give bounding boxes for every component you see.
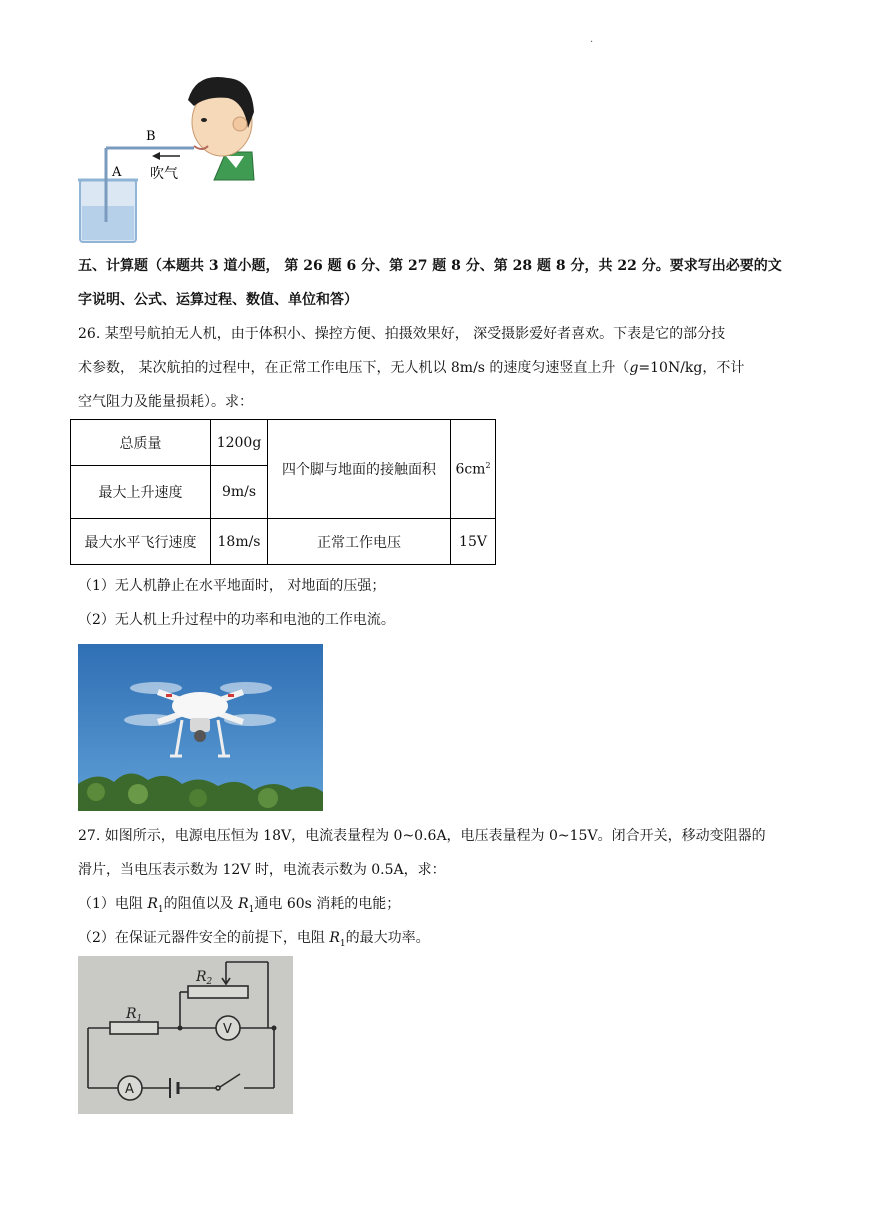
max-h-speed-value: 18m/s <box>211 519 268 565</box>
q26-line2-b: =10N/kg，不计 <box>638 360 745 376</box>
q27-sub1-r2: R <box>238 896 249 912</box>
q27-sub2 <box>78 928 430 954</box>
q27-sub1-sub2: 1 <box>248 904 255 915</box>
label-blow: 吹气 <box>150 166 178 182</box>
q26-line2-g: g <box>629 360 639 376</box>
r1-sub: 1 <box>136 1014 143 1024</box>
q27-line2: 滑片，当电压表示数为 12V 时，电流表示数为 0.5A，求： <box>78 862 446 878</box>
r1-label: R <box>126 1006 137 1022</box>
contact-area-label: 四个脚与地面的接触面积 <box>268 420 451 519</box>
q27-sub1-a: （1）电阻 <box>78 896 148 912</box>
max-up-speed-label: 最大上升速度 <box>71 466 211 519</box>
voltage-label: 正常工作电压 <box>268 519 451 565</box>
max-up-speed-value: 9m/s <box>211 466 268 519</box>
drone-photo <box>78 644 323 811</box>
blowing-straw-figure <box>76 72 258 244</box>
contact-area-sup: 2 <box>485 460 491 470</box>
section5-line2: 字说明、公式、运算过程、数值、单位和答） <box>78 292 358 308</box>
q27-sub2-b: 的最大功率。 <box>345 930 430 946</box>
voltmeter-label: V <box>223 1022 232 1037</box>
q26-line2 <box>78 358 744 378</box>
header-dot: . <box>590 34 594 45</box>
voltage-value: 15V <box>451 519 496 565</box>
section5-line1: 五、计算题（本题共 3 道小题， 第 26 题 6 分、第 27 题 8 分、第 28 题 8 分，共 22 分。要求写出必要的文 <box>78 258 782 274</box>
r2-label: R <box>196 969 207 985</box>
total-mass-value: 1200g <box>211 420 268 466</box>
label-a: A <box>112 165 122 180</box>
q27-sub1-c: 通电 60s 消耗的电能； <box>254 896 401 912</box>
q27-sub2-r: R <box>329 930 340 946</box>
q27-line1: 27. 如图所示，电源电压恒为 18V，电流表量程为 0~0.6A，电压表量程为 0~15V。闭合开关，移动变阻器的 <box>78 828 766 844</box>
q27-sub1-r: R <box>147 896 158 912</box>
q26-sub1: （1）无人机静止在水平地面时， 对地面的压强； <box>78 578 386 594</box>
q26-line3: 空气阻力及能量损耗）。求： <box>78 394 253 410</box>
q26-line2-a: 术参数， 某次航拍的过程中，在正常工作电压下，无人机以 8m/s 的速度匀速竖直上升（ <box>78 360 630 376</box>
max-h-speed-label: 最大水平飞行速度 <box>71 519 211 565</box>
contact-area-value: 6cm <box>455 461 486 478</box>
q27-sub1-sub: 1 <box>157 904 164 915</box>
ammeter-label: A <box>125 1082 134 1097</box>
r2-sub: 2 <box>206 977 213 987</box>
q27-sub1 <box>78 894 400 920</box>
label-b: B <box>146 129 156 144</box>
circuit-diagram <box>78 956 293 1114</box>
spec-table <box>70 419 496 565</box>
q26-sub2: （2）无人机上升过程中的功率和电池的工作电流。 <box>78 612 395 628</box>
contact-area-cell <box>451 420 496 519</box>
total-mass-label: 总质量 <box>71 420 211 466</box>
q27-sub1-b: 的阻值以及 <box>163 896 239 912</box>
q27-sub2-a: （2）在保证元器件安全的前提下，电阻 <box>78 930 330 946</box>
q27-sub2-sub: 1 <box>339 938 346 949</box>
boy-illustration <box>188 77 254 180</box>
q26-line1: 26. 某型号航拍无人机，由于体积小、操控方便、拍摄效果好， 深受摄影爱好者喜欢。下表是它的部分技 <box>78 326 726 342</box>
